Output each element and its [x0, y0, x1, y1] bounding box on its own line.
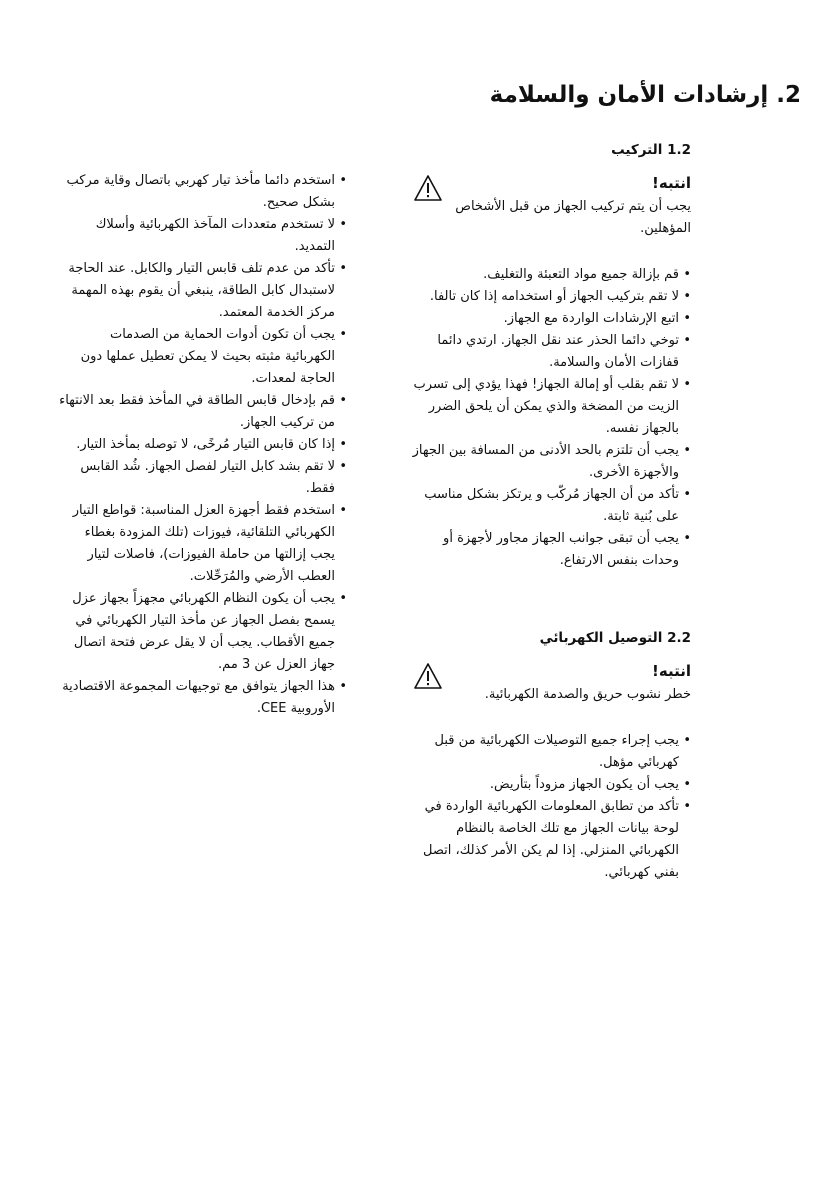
- warning-triangle-icon: [406, 660, 450, 690]
- installation-section: [406, 140, 691, 572]
- warning-title: انتبه!: [652, 174, 691, 192]
- installation-warning: [406, 172, 691, 240]
- list-item: • لا تستخدم متعددات المآخذ الكهربائية وأسلاك التمديد.: [57, 214, 347, 258]
- list-item: • يجب أن يكون النظام الكهربائي مجهزاً بجهاز عزل يسمح بفصل الجهاز عن مأخذ التيار الكهربائي في جميع الأقطاب. يجب أن لا يقل عرض فتحة اتصال جهاز العزل عن 3 مم.: [57, 588, 347, 676]
- right-column: [406, 140, 691, 884]
- warning-triangle-icon: [406, 172, 450, 202]
- list-item: • اتبع الإرشادات الواردة مع الجهاز.: [406, 308, 691, 330]
- list-item: • قم بإدخال قابس الطاقة في المأخذ فقط بعد الانتهاء من تركيب الجهاز.: [57, 390, 347, 434]
- list-item: • استخدم دائما مأخذ تيار كهربي باتصال وقاية مركب بشكل صحيح.: [57, 170, 347, 214]
- warning-text: يجب أن يتم تركيب الجهاز من قبل الأشخاص المؤهلين.: [455, 199, 691, 236]
- list-item: • تأكد من تطابق المعلومات الكهربائية الواردة في لوحة بيانات الجهاز مع تلك الخاصة بالنظام الكهربائي المنزلي. إذا لم يكن الأمر كذلك، اتصل بفني كهربائي.: [406, 796, 691, 884]
- warning-title: انتبه!: [652, 662, 691, 680]
- electrical-heading: 2.2 التوصيل الكهربائي: [539, 630, 691, 646]
- list-item: • يجب إجراء جميع التوصيلات الكهربائية من قبل كهربائي مؤهل.: [406, 730, 691, 774]
- list-item: • يجب أن تلتزم بالحد الأدنى من المسافة بين الجهاز والأجهزة الأخرى.: [406, 440, 691, 484]
- electrical-list: [406, 730, 691, 884]
- page-title: 2. إرشادات الأمان والسلامة: [489, 82, 801, 108]
- list-item: • لا تقم بتركيب الجهاز أو استخدامه إذا كان تالفا.: [406, 286, 691, 308]
- installation-heading: 1.2 التركيب: [611, 142, 691, 158]
- left-column: [57, 170, 347, 720]
- list-item: • يجب أن تكون أدوات الحماية من الصدمات الكهربائية مثبته بحيث لا يمكن تعطيل عملها دون الحاجة لمعدات.: [57, 324, 347, 390]
- warning-text: خطر نشوب حريق والصدمة الكهربائية.: [484, 687, 691, 702]
- list-item: • يجب أن تبقى جوانب الجهاز مجاور لأجهزة أو وحدات بنفس الارتفاع.: [406, 528, 691, 572]
- list-item: • تأكد من أن الجهاز مُركّب و يرتكز بشكل مناسب على بُنية ثابتة.: [406, 484, 691, 528]
- list-item: • تأكد من عدم تلف قابس التيار والكابل. عند الحاجة لاستبدال كابل الطاقة، ينبغي أن يقوم بهذه المهمة مركز الخدمة المعتمد.: [57, 258, 347, 324]
- list-item: • استخدم فقط أجهزة العزل المناسبة: قواطع التيار الكهربائي التلقائية، فيوزات (تلك المزودة بغطاء يجب إزالتها من حاملة الفيوزات)، فاصلات لتيار العطب الأرضي والمُرَحِّلات.: [57, 500, 347, 588]
- list-item: • لا تقم بشد كابل التيار لفصل الجهاز. شُد القابس فقط.: [57, 456, 347, 500]
- list-item: • لا تقم بقلب أو إمالة الجهاز! فهذا يؤدي إلى تسرب الزيت من المضخة والذي يمكن أن يلحق الضرر بالجهاز نفسه.: [406, 374, 691, 440]
- electrical-section: [406, 628, 691, 884]
- list-item: • توخي دائما الحذر عند نقل الجهاز. ارتدي دائما قفازات الأمان والسلامة.: [406, 330, 691, 374]
- list-item: • قم بإزالة جميع مواد التعبئة والتغليف.: [406, 264, 691, 286]
- list-item: • إذا كان قابس التيار مُرخًى، لا توصله بمأخذ التيار.: [57, 434, 347, 456]
- list-item: • يجب أن يكون الجهاز مزوداً بتأريض.: [406, 774, 691, 796]
- electrical-warning: [406, 660, 691, 706]
- electrical-list-continued: [57, 170, 347, 720]
- installation-list: [406, 264, 691, 572]
- list-item: • هذا الجهاز يتوافق مع توجيهات المجموعة الاقتصادية الأوروبية CEE.: [57, 676, 347, 720]
